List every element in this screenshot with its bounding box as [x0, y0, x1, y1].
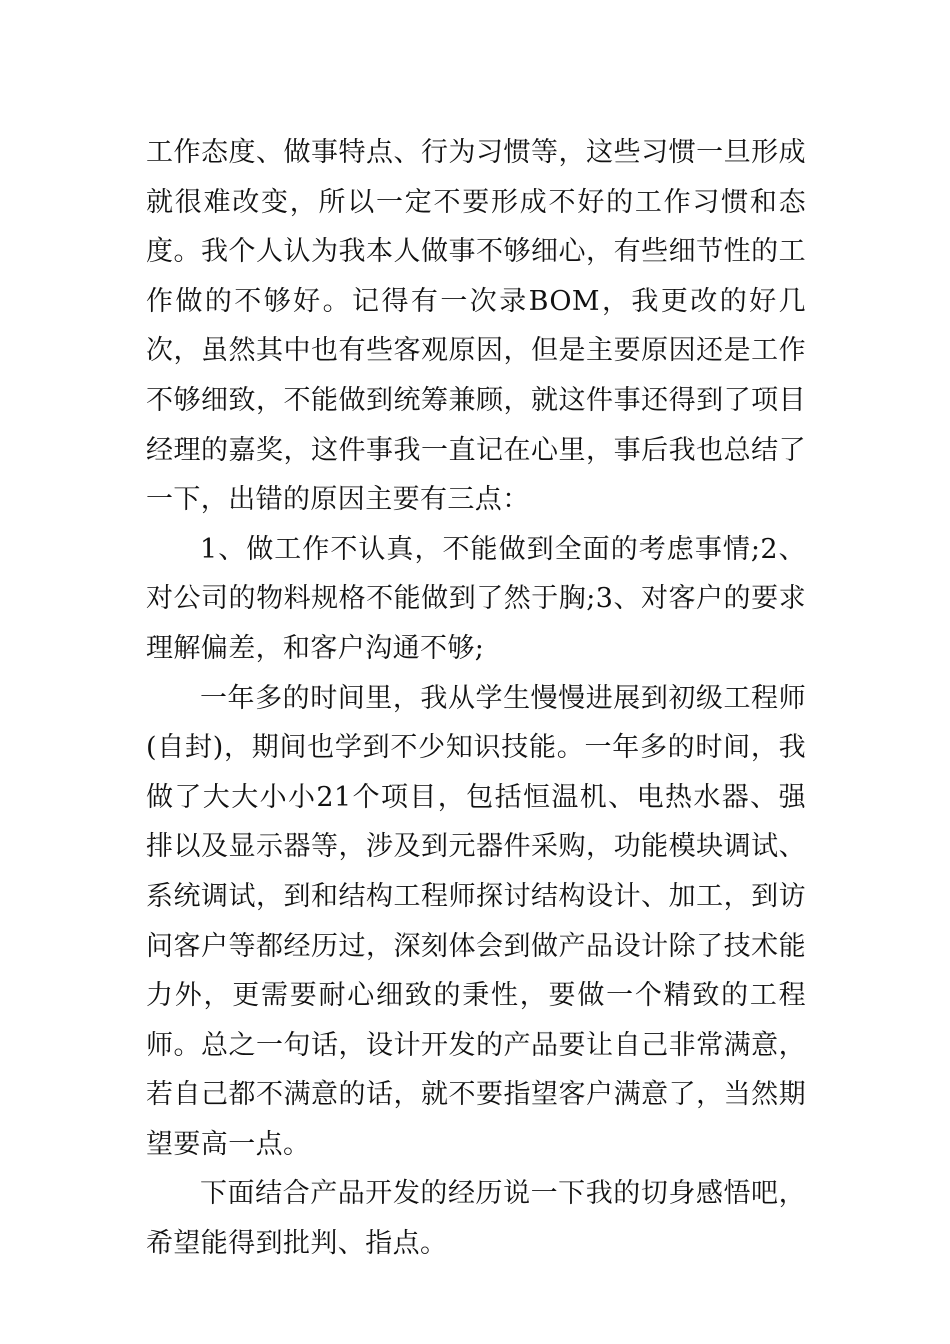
paragraph-3: 一年多的时间里，我从学生慢慢进展到初级工程师(自封)，期间也学到不少知识技能。一年多的时间，我做了大大小小21个项目，包括恒温机、电热水器、强排以及显示器等，涉及到元器件采购，功能模块调试、系统调试，到和结构工程师探讨结构设计、加工，到访问客户等都经历过，深刻体会到做产品设计除了技术能力外，更需要耐心细致的秉性，要做一个精致的工程师。总之一句话，设计开发的产品要让自己非常满意，若自己都不满意的话，就不要指望客户满意了，当然期望要高一点。 [146, 682, 806, 1160]
paragraph-4: 下面结合产品开发的经历说一下我的切身感悟吧，希望能得到批判、指点。 [146, 1178, 806, 1260]
document-body [146, 128, 806, 1269]
paragraph-2: 1、做工作不认真，不能做到全面的考虑事情;2、对公司的物料规格不能做到了然于胸;3、对客户的要求理解偏差，和客户沟通不够; [146, 533, 806, 664]
paragraph-1: 工作态度、做事特点、行为习惯等，这些习惯一旦形成就很难改变，所以一定不要形成不好的工作习惯和态度。我个人认为我本人做事不够细心，有些细节性的工作做的不够好。记得有一次录BOM，我更改的好几次，虽然其中也有些客观原因，但是主要原因还是工作不够细致，不能做到统筹兼顾，就这件事还得到了项目经理的嘉奖，这件事我一直记在心里，事后我也总结了一下，出错的原因主要有三点： [146, 137, 806, 516]
